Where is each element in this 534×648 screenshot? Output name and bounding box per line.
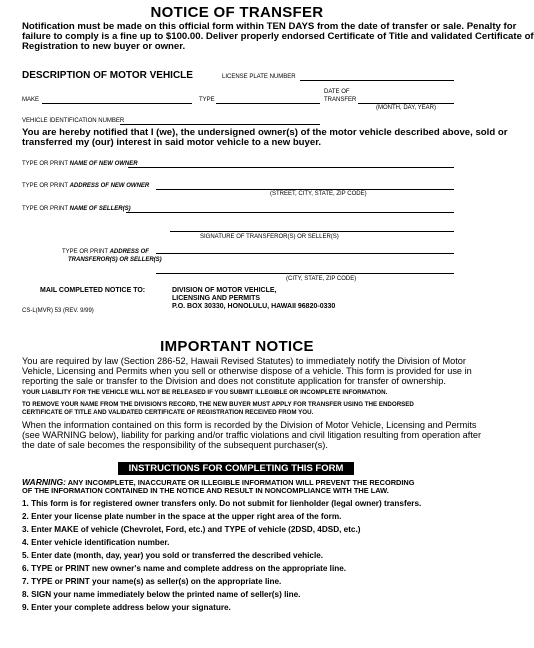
license-plate-field[interactable] — [300, 80, 454, 81]
type-or-print-text: TYPE OR PRINT — [62, 249, 108, 255]
name-new-owner-text: NAME OF NEW OWNER — [69, 161, 138, 167]
notified-line-1: You are hereby notified that I (we), the undersigned owner(s) of the motor vehicle described above, sold or — [22, 127, 508, 138]
make-label: MAKE — [22, 97, 40, 103]
important-para2-line-2: (see WARNING below), liability for parking and/or traffic violations and civil litigation resulting from operation after — [22, 430, 482, 440]
transfer-date-field[interactable] — [358, 103, 454, 104]
vin-label: VEHICLE IDENTIFICATION NUMBER — [22, 118, 125, 124]
important-para1-line-1: You are required by law (Section 286-52, Hawaii Revised Statutes) to immediately notify the Division of Motor — [22, 356, 466, 366]
type-field[interactable] — [216, 103, 320, 104]
important-notice-title: IMPORTANT NOTICE — [160, 338, 314, 355]
instruction-step-6: 6. TYPE or PRINT new owner's name and complete address on the appropriate line. — [22, 564, 347, 573]
instruction-step-7: 7. TYPE or PRINT your name(s) as seller(s) on the appropriate line. — [22, 577, 282, 586]
mail-address-line-2: LICENSING AND PERMITS — [172, 295, 261, 302]
new-owner-address-field[interactable] — [156, 189, 454, 190]
instruction-step-5: 5. Enter date (month, day, year) you sold or transferred the described vehicle. — [22, 551, 324, 560]
instructions-banner: INSTRUCTIONS FOR COMPLETING THIS FORM — [118, 462, 354, 475]
liability-notice: YOUR LIABILITY FOR THE VEHICLE WILL NOT BE RELEASED IF YOU SUBMIT ILLEGIBLE OR INCOMPLETE INFORMATION. — [22, 389, 388, 396]
mail-label: MAIL COMPLETED NOTICE TO: — [40, 287, 146, 294]
seller-city-hint: (CITY, STATE, ZIP CODE) — [286, 276, 357, 282]
new-owner-address-hint: (STREET, CITY, STATE, ZIP CODE) — [270, 191, 367, 197]
important-para2-line-3: the date of sale becomes the responsibility of the subsequent purchaser(s). — [22, 440, 328, 450]
seller-street-field[interactable] — [156, 253, 454, 254]
intro-line-2: failure to comply is a fine up to $100.00. Deliver properly endorsed Certificate of Title and validated Certificate of — [22, 31, 534, 42]
important-para1-line-2: Vehicle, Licensing and Permits when you sell or otherwise dispose of a vehicle. This form is provided for use in — [22, 366, 472, 376]
date-of-label: DATE OF — [324, 89, 350, 95]
signature-label: SIGNATURE OF TRANSFEROR(S) OR SELLER(S) — [200, 234, 339, 240]
form-number: CS-L(MVR) 53 (REV. 9/99) — [22, 308, 94, 314]
instruction-step-9: 9. Enter your complete address below your signature. — [22, 603, 231, 612]
intro-line-3: Registration to new buyer or owner. — [22, 41, 186, 52]
important-para1-line-3: reporting the sale or transfer to the Division and does not constitute application for transfer of ownership. — [22, 376, 446, 386]
address-of-text: ADDRESS OF — [109, 249, 149, 255]
make-field[interactable] — [42, 103, 192, 104]
date-format-hint: (MONTH, DAY, YEAR) — [376, 105, 437, 111]
mail-address-line-3: P.O. BOX 30330, HONOLULU, HAWAII 96820-0330 — [172, 303, 336, 310]
warning-text-1: ANY INCOMPLETE, INACCURATE OR ILLEGIBLE INFORMATION WILL PREVENT THE RECORDING — [65, 478, 415, 487]
transferor-text: TRANSFEROR(S) OR SELLER(S) — [68, 257, 162, 263]
instruction-step-1: 1. This form is for registered owner transfers only. Do not submit for lienholder (legal owner) transfers. — [22, 499, 422, 508]
new-owner-address-label — [22, 183, 149, 189]
seller-address-label — [62, 249, 149, 255]
notified-line-2: transferred my (our) interest in said motor vehicle to a new buyer. — [22, 137, 322, 148]
signature-field[interactable] — [170, 231, 454, 232]
intro-line-1: Notification must be made on this official form within TEN DAYS from the date of transfer or sale. Penalty for — [22, 21, 517, 32]
remove-notice-line-2: CERTIFICATE OF TITLE AND VALIDATED CERTIFICATE OF REGISTRATION RECEIVED FROM YOU. — [22, 409, 314, 416]
instruction-step-3: 3. Enter MAKE of vehicle (Chevrolet, Ford, etc.) and TYPE of vehicle (2DSD, 4DSD, etc.) — [22, 525, 361, 534]
type-or-print-text: TYPE OR PRINT — [22, 206, 68, 212]
instruction-step-2: 2. Enter your license plate number in the space at the upper right area of the form. — [22, 512, 342, 521]
new-owner-name-label — [22, 161, 138, 167]
instruction-step-4: 4. Enter vehicle identification number. — [22, 538, 170, 547]
address-new-owner-text: ADDRESS OF NEW OWNER — [69, 183, 150, 189]
warning-line-2: OF THE INFORMATION CONTAINED IN THE NOTICE AND RESULT IN NONCOMPLIANCE WITH THE LAW. — [22, 486, 389, 495]
instruction-step-8: 8. SIGN your name immediately below the printed name of seller(s) line. — [22, 590, 301, 599]
type-or-print-text: TYPE OR PRINT — [22, 161, 68, 167]
transferor-label — [68, 257, 162, 263]
seller-names-field[interactable] — [126, 212, 454, 213]
type-label: TYPE — [199, 97, 215, 103]
form-title: NOTICE OF TRANSFER — [150, 4, 324, 21]
names-sellers-text: NAME OF SELLER(S) — [69, 206, 131, 212]
transfer-label: TRANSFER — [324, 97, 357, 103]
seller-city-field[interactable] — [156, 273, 454, 274]
seller-names-label — [22, 206, 131, 212]
type-or-print-text: TYPE OR PRINT — [22, 183, 68, 189]
vin-field[interactable] — [120, 124, 320, 125]
important-para2-line-1: When the information contained on this form is recorded by the Division of Motor Vehicle, Licensing and Permits — [22, 420, 477, 430]
mail-address-line-1: DIVISION OF MOTOR VEHICLE, — [172, 287, 277, 294]
description-heading: DESCRIPTION OF MOTOR VEHICLE — [22, 70, 193, 81]
new-owner-name-field[interactable] — [128, 167, 454, 168]
remove-notice-line-1: TO REMOVE YOUR NAME FROM THE DIVISION'S RECORD, THE NEW BUYER MUST APPLY FOR TRANSFER USING THE ENDORSED — [22, 401, 414, 408]
license-plate-label: LICENSE PLATE NUMBER — [222, 74, 296, 80]
warning-label: WARNING: — [22, 477, 66, 487]
